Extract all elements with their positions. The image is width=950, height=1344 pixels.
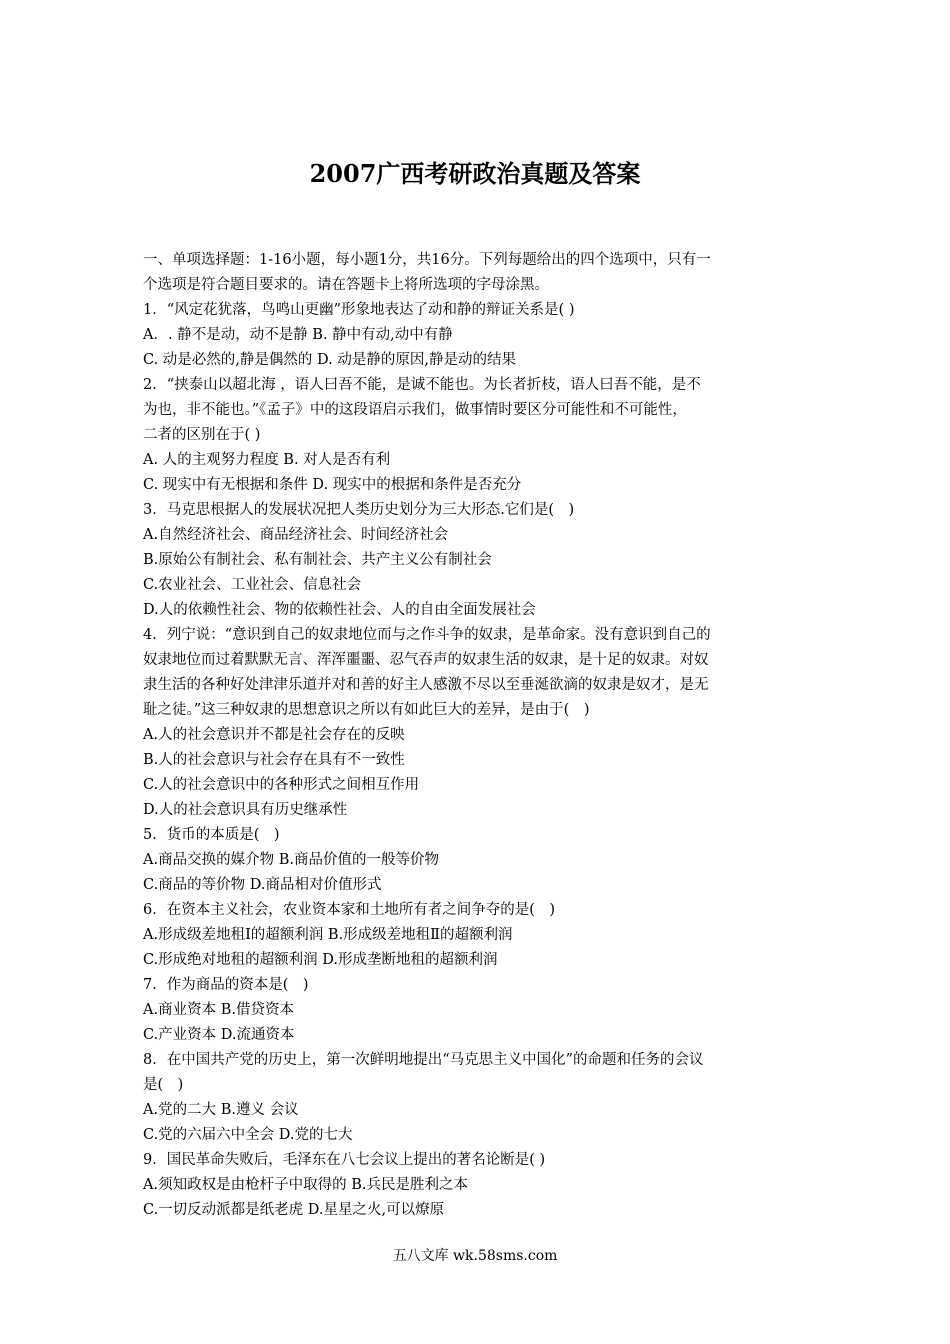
text-line: C.农业社会、工业社会、信息社会 [143,577,362,593]
text-line: A.商业资本 B.借贷资本 [143,1002,294,1018]
text-line: 4．列宁说：“意识到自己的奴隶地位而与之作斗争的奴隶，是革命家。没有意识到自己的 [143,627,711,643]
text-line: 5．货币的本质是( ) [143,827,280,843]
text-line: 奴隶地位而过着默默无言、浑浑噩噩、忍气吞声的奴隶生活的奴隶，是十足的奴隶。对奴 [143,652,709,668]
text-line: 7．作为商品的资本是( ) [143,977,309,993]
text-line: C.人的社会意识中的各种形式之间相互作用 [143,777,420,793]
text-line: 耻之徒。”这三种奴隶的思想意识之所以有如此巨大的差异，是由于( ) [143,702,590,718]
text-line: 6．在资本主义社会，农业资本家和土地所有者之间争夺的是( ) [143,902,556,918]
text-line: A.党的二大 B.遵义 会议 [143,1102,299,1118]
text-line: 2．“挟泰山以超北海 ，语人曰吾不能，是诚不能也。为长者折枝，语人曰吾不能，是不 [143,377,701,393]
text-line: B.原始公有制社会、私有制社会、共产主义公有制社会 [143,552,492,568]
text-line: C.一切反动派都是纸老虎 D.星星之火,可以燎原 [143,1202,445,1218]
text-line: A. 人的主观努力程度 B. 对人是否有利 [143,452,391,468]
text-line: 一、单项选择题：1-16小题，每小题1分，共16分。下列每题给出的四个选项中，只有一 [143,252,711,268]
document-body [143,248,811,1223]
text-line: 隶生活的各种好处津津乐道并对和善的好主人感激不尽以至垂涎欲滴的奴隶是奴才，是无 [143,677,709,693]
text-line: 8．在中国共产党的历史上，第一次鲜明地提出“马克思主义中国化”的命题和任务的会议 [143,1052,704,1068]
text-line: B.人的社会意识与社会存在具有不一致性 [143,752,405,768]
text-line: 是( ) [143,1077,184,1093]
text-line: C.产业资本 D.流通资本 [143,1027,295,1043]
text-line: A.人的社会意识并不都是社会存在的反映 [143,727,405,743]
text-line: A.自然经济社会、商品经济社会、时间经济社会 [143,527,449,543]
document-title: 2007广西考研政治真题及答案 [309,159,641,188]
text-line: 二者的区别在于( ) [143,427,261,443]
text-line: D.人的依赖性社会、物的依赖性社会、人的自由全面发展社会 [143,602,536,618]
text-line: 9．国民革命失败后，毛泽东在八七会议上提出的著名论断是( ) [143,1152,546,1168]
text-line: A.形成级差地租Ⅰ的超额利润 B.形成级差地租Ⅱ的超额利润 [143,927,513,943]
text-line: D.人的社会意识具有历史继承性 [143,802,348,818]
text-line: C.商品的等价物 D.商品相对价值形式 [143,877,382,893]
text-line: 个选项是符合题目要求的。请在答题卡上将所选项的字母涂黑。 [143,277,549,293]
text-line: A．. 静不是动，动不是静 B. 静中有动,动中有静 [143,327,453,343]
page-footer: 五八文库 wk.58sms.com [392,1248,558,1264]
text-line: C. 现实中有无根据和条件 D. 现实中的根据和条件是否充分 [143,477,522,493]
text-line: 为也，非不能也。”《孟子》中的这段语启示我们，做事情时要区分可能性和不可能性， [143,402,687,418]
text-line: C.形成绝对地租的超额利润 D.形成垄断地租的超额利润 [143,952,498,968]
text-line: C. 动是必然的,静是偶然的 D. 动是静的原因,静是动的结果 [143,352,516,368]
text-line: 1．“风定花犹落，鸟鸣山更幽”形象地表达了动和静的辩证关系是( ) [143,302,575,318]
text-line: A.商品交换的媒介物 B.商品价值的一般等价物 [143,852,439,868]
text-line: 3．马克思根据人的发展状况把人类历史划分为三大形态.它们是( ) [143,502,575,518]
text-line: A.须知政权是由枪杆子中取得的 B.兵民是胜利之本 [143,1177,468,1193]
text-line: C.党的六届六中全会 D.党的七大 [143,1127,353,1143]
